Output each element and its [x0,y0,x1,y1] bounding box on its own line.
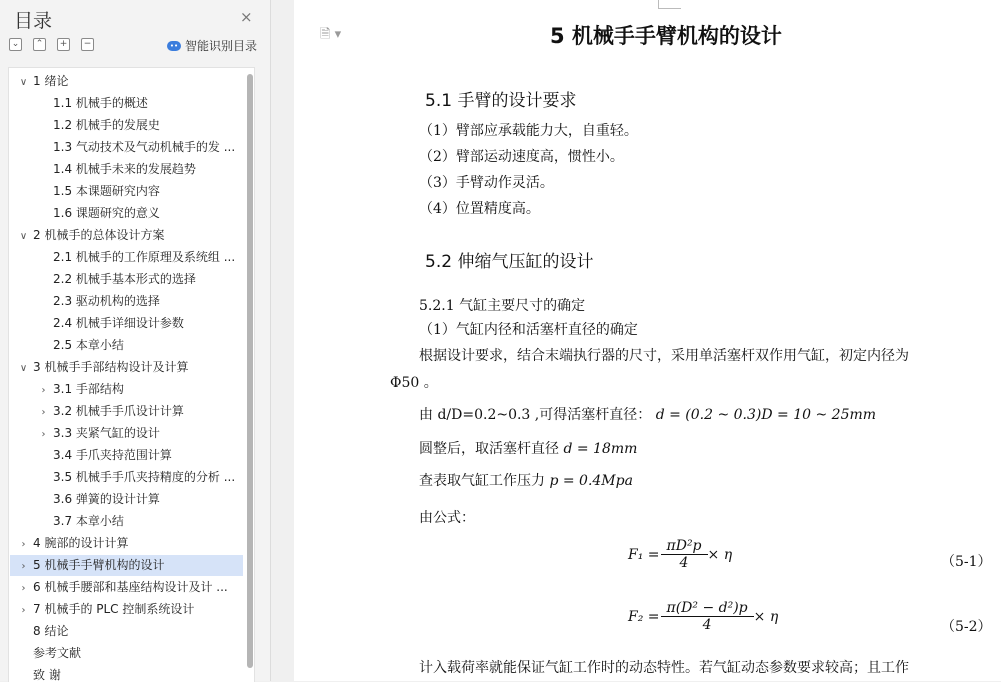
smart-toc-label: 智能识别目录 [185,39,258,53]
toc-item[interactable] [10,291,243,312]
toc-item[interactable] [10,357,243,378]
toc-item-label: 8 结论 [33,624,69,638]
toc-item[interactable] [10,225,243,246]
eq2-fraction [664,600,751,633]
toc-item[interactable] [10,423,243,444]
pressure-text: 查表取气缸工作压力 [419,473,545,489]
toc-item[interactable] [10,401,243,422]
toc-item-label: 致 谢 [33,668,61,682]
toc-item-label: 3.7 本章小结 [53,514,124,528]
toc-item[interactable] [10,137,243,158]
toc-item[interactable] [10,203,243,224]
toc-item[interactable] [10,643,243,664]
toc-list [8,67,255,682]
toc-title: 目录 [14,10,53,32]
toc-scrollbar-thumb[interactable] [247,74,253,668]
eq2-denominator: 4 [661,616,754,633]
expand-up-icon[interactable]: ⌃ [33,38,46,51]
toc-item-label: 1.4 机械手未来的发展趋势 [53,162,196,176]
toc-item[interactable] [10,181,243,202]
eq1-numerator: πD²p [666,538,702,554]
toc-item-label: 3.1 手部结构 [53,382,124,396]
chevron-right-icon[interactable]: › [41,429,46,440]
toc-item[interactable] [10,533,243,554]
chevron-down-icon[interactable]: ∨ [19,231,28,242]
toc-item[interactable] [10,115,243,136]
list-item: （1）气缸内径和活塞杆直径的确定 [419,322,638,338]
toc-item[interactable] [10,511,243,532]
paragraph-line: Φ50 。 [390,375,438,391]
chevron-right-icon[interactable]: › [21,539,26,550]
toc-item-label: 4 腕部的设计计算 [33,536,129,550]
chevron-right-icon[interactable]: › [21,605,26,616]
ratio-text: 由 d/D=0.2~0.3 ,可得活塞杆直径： [419,407,652,423]
toc-item[interactable] [10,445,243,466]
toc-item[interactable] [10,93,243,114]
list-item: （2）臂部运动速度高，惯性小。 [419,149,624,165]
equation-5-2 [628,600,778,633]
toc-item[interactable] [10,467,243,488]
toc-item-label: 3.2 机械手手爪设计计算 [53,404,184,418]
toc-scrollbar[interactable] [245,70,254,682]
section-5-1-title: 5.1 手臂的设计要求 [425,91,577,111]
equation-number: （5-2） [941,619,992,635]
list-item: （1）臂部应承载能力大，自重轻。 [419,123,638,139]
toc-item[interactable] [10,159,243,180]
rounding-text: 圆整后，取活塞杆直径 [419,441,559,457]
ratio-formula: d = (0.2 ~ 0.3)D = 10 ~ 25mm [655,407,877,423]
list-item: （3）手臂动作灵活。 [419,175,554,191]
chevron-right-icon[interactable]: › [21,583,26,594]
toc-item-label: 5 机械手手臂机构的设计 [33,558,165,572]
toc-item-label: 2.1 机械手的工作原理及系统组 ... [53,250,236,264]
eq2-tail: × η [753,608,779,625]
eq1-tail: × η [707,546,733,563]
rod-diameter-value: d = 18mm [563,441,638,457]
pressure-value: p = 0.4Mpa [549,473,633,489]
chevron-right-icon[interactable]: › [41,385,46,396]
toc-item-label: 2.5 本章小结 [53,338,124,352]
equation-number: （5-1） [941,554,992,570]
toc-item-label: 7 机械手的 PLC 控制系统设计 [33,602,195,616]
toc-item-label: 1.3 气动技术及气动机械手的发 ... [53,140,236,154]
equation-5-1 [628,538,732,571]
ai-icon: •• [167,41,181,51]
toc-item[interactable] [10,577,243,598]
toc-item[interactable] [10,71,243,92]
toc-item[interactable] [10,665,243,682]
toc-item[interactable] [10,335,243,356]
toc-item-label: 3.5 机械手手爪夹持精度的分析 ... [53,470,236,484]
collapse-all-icon[interactable]: ⌄ [9,38,22,51]
page-corner-mark [658,0,681,9]
chevron-down-icon[interactable]: ∨ [19,363,28,374]
toc-item-label: 1.5 本课题研究内容 [53,184,160,198]
toc-item[interactable] [10,599,243,620]
toc-item[interactable] [10,621,243,642]
toc-item-label: 2.4 机械手详细设计参数 [53,316,184,330]
toc-item-label: 3.3 夹紧气缸的设计 [53,426,160,440]
toc-panel [0,0,271,681]
eq1-fraction [664,538,705,571]
eq2-numerator: π(D² − d²)p [666,600,748,616]
toc-item-label: 2.2 机械手基本形式的选择 [53,272,196,286]
toc-item-label: 3.6 弹簧的设计计算 [53,492,160,506]
eq1-denominator: 4 [661,554,708,571]
toc-item[interactable] [10,379,243,400]
close-icon[interactable]: × [240,8,253,26]
toc-item-label: 2.3 驱动机构的选择 [53,294,160,308]
chevron-down-icon[interactable]: ∨ [19,77,28,88]
toc-item-label: 参考文献 [33,646,82,660]
toc-item-label: 1 绪论 [33,74,69,88]
toc-item-label: 3 机械手手部结构设计及计算 [33,360,189,374]
eq1-lhs: F₁ = [628,546,660,563]
paragraph-line [419,404,876,424]
subsection-5-2-1-title: 5.2.1 气缸主要尺寸的确定 [419,298,586,314]
paragraph-line: 根据设计要求，结合末端执行器的尺寸，采用单活塞杆双作用气缸，初定内径为 [419,348,909,364]
toc-item[interactable] [10,269,243,290]
paragraph-line [419,470,633,490]
formula-intro: 由公式： [419,510,475,526]
toc-item[interactable] [10,247,243,268]
chapter-title: 5 机械手手臂机构的设计 [550,24,782,48]
toc-item-label: 3.4 手爪夹持范围计算 [53,448,172,462]
toc-item-label: 6 机械手腰部和基座结构设计及计 ... [33,580,228,594]
chevron-right-icon[interactable]: › [21,561,26,572]
toc-item-label: 1.6 课题研究的意义 [53,206,160,220]
list-item: （4）位置精度高。 [419,201,540,217]
document-menu-icon[interactable]: 🗎 ▾ [320,27,342,42]
toc-item-label: 2 机械手的总体设计方案 [33,228,165,242]
section-5-2-title: 5.2 伸缩气压缸的设计 [425,252,594,272]
add-heading-icon[interactable]: + [57,38,70,51]
toc-item[interactable] [10,555,243,576]
chevron-right-icon[interactable]: › [41,407,46,418]
toc-item-label: 1.1 机械手的概述 [53,96,148,110]
toc-item[interactable] [10,489,243,510]
toc-item[interactable] [10,313,243,334]
eq2-lhs: F₂ = [628,608,660,625]
remove-heading-icon[interactable]: − [81,38,94,51]
paragraph-line: 计入载荷率就能保证气缸工作时的动态特性。若气缸动态参数要求较高；且工作 [419,660,909,676]
toc-item-label: 1.2 机械手的发展史 [53,118,160,132]
document-page [294,0,1001,681]
paragraph-line [419,438,637,458]
smart-toc-button[interactable] [167,37,257,54]
